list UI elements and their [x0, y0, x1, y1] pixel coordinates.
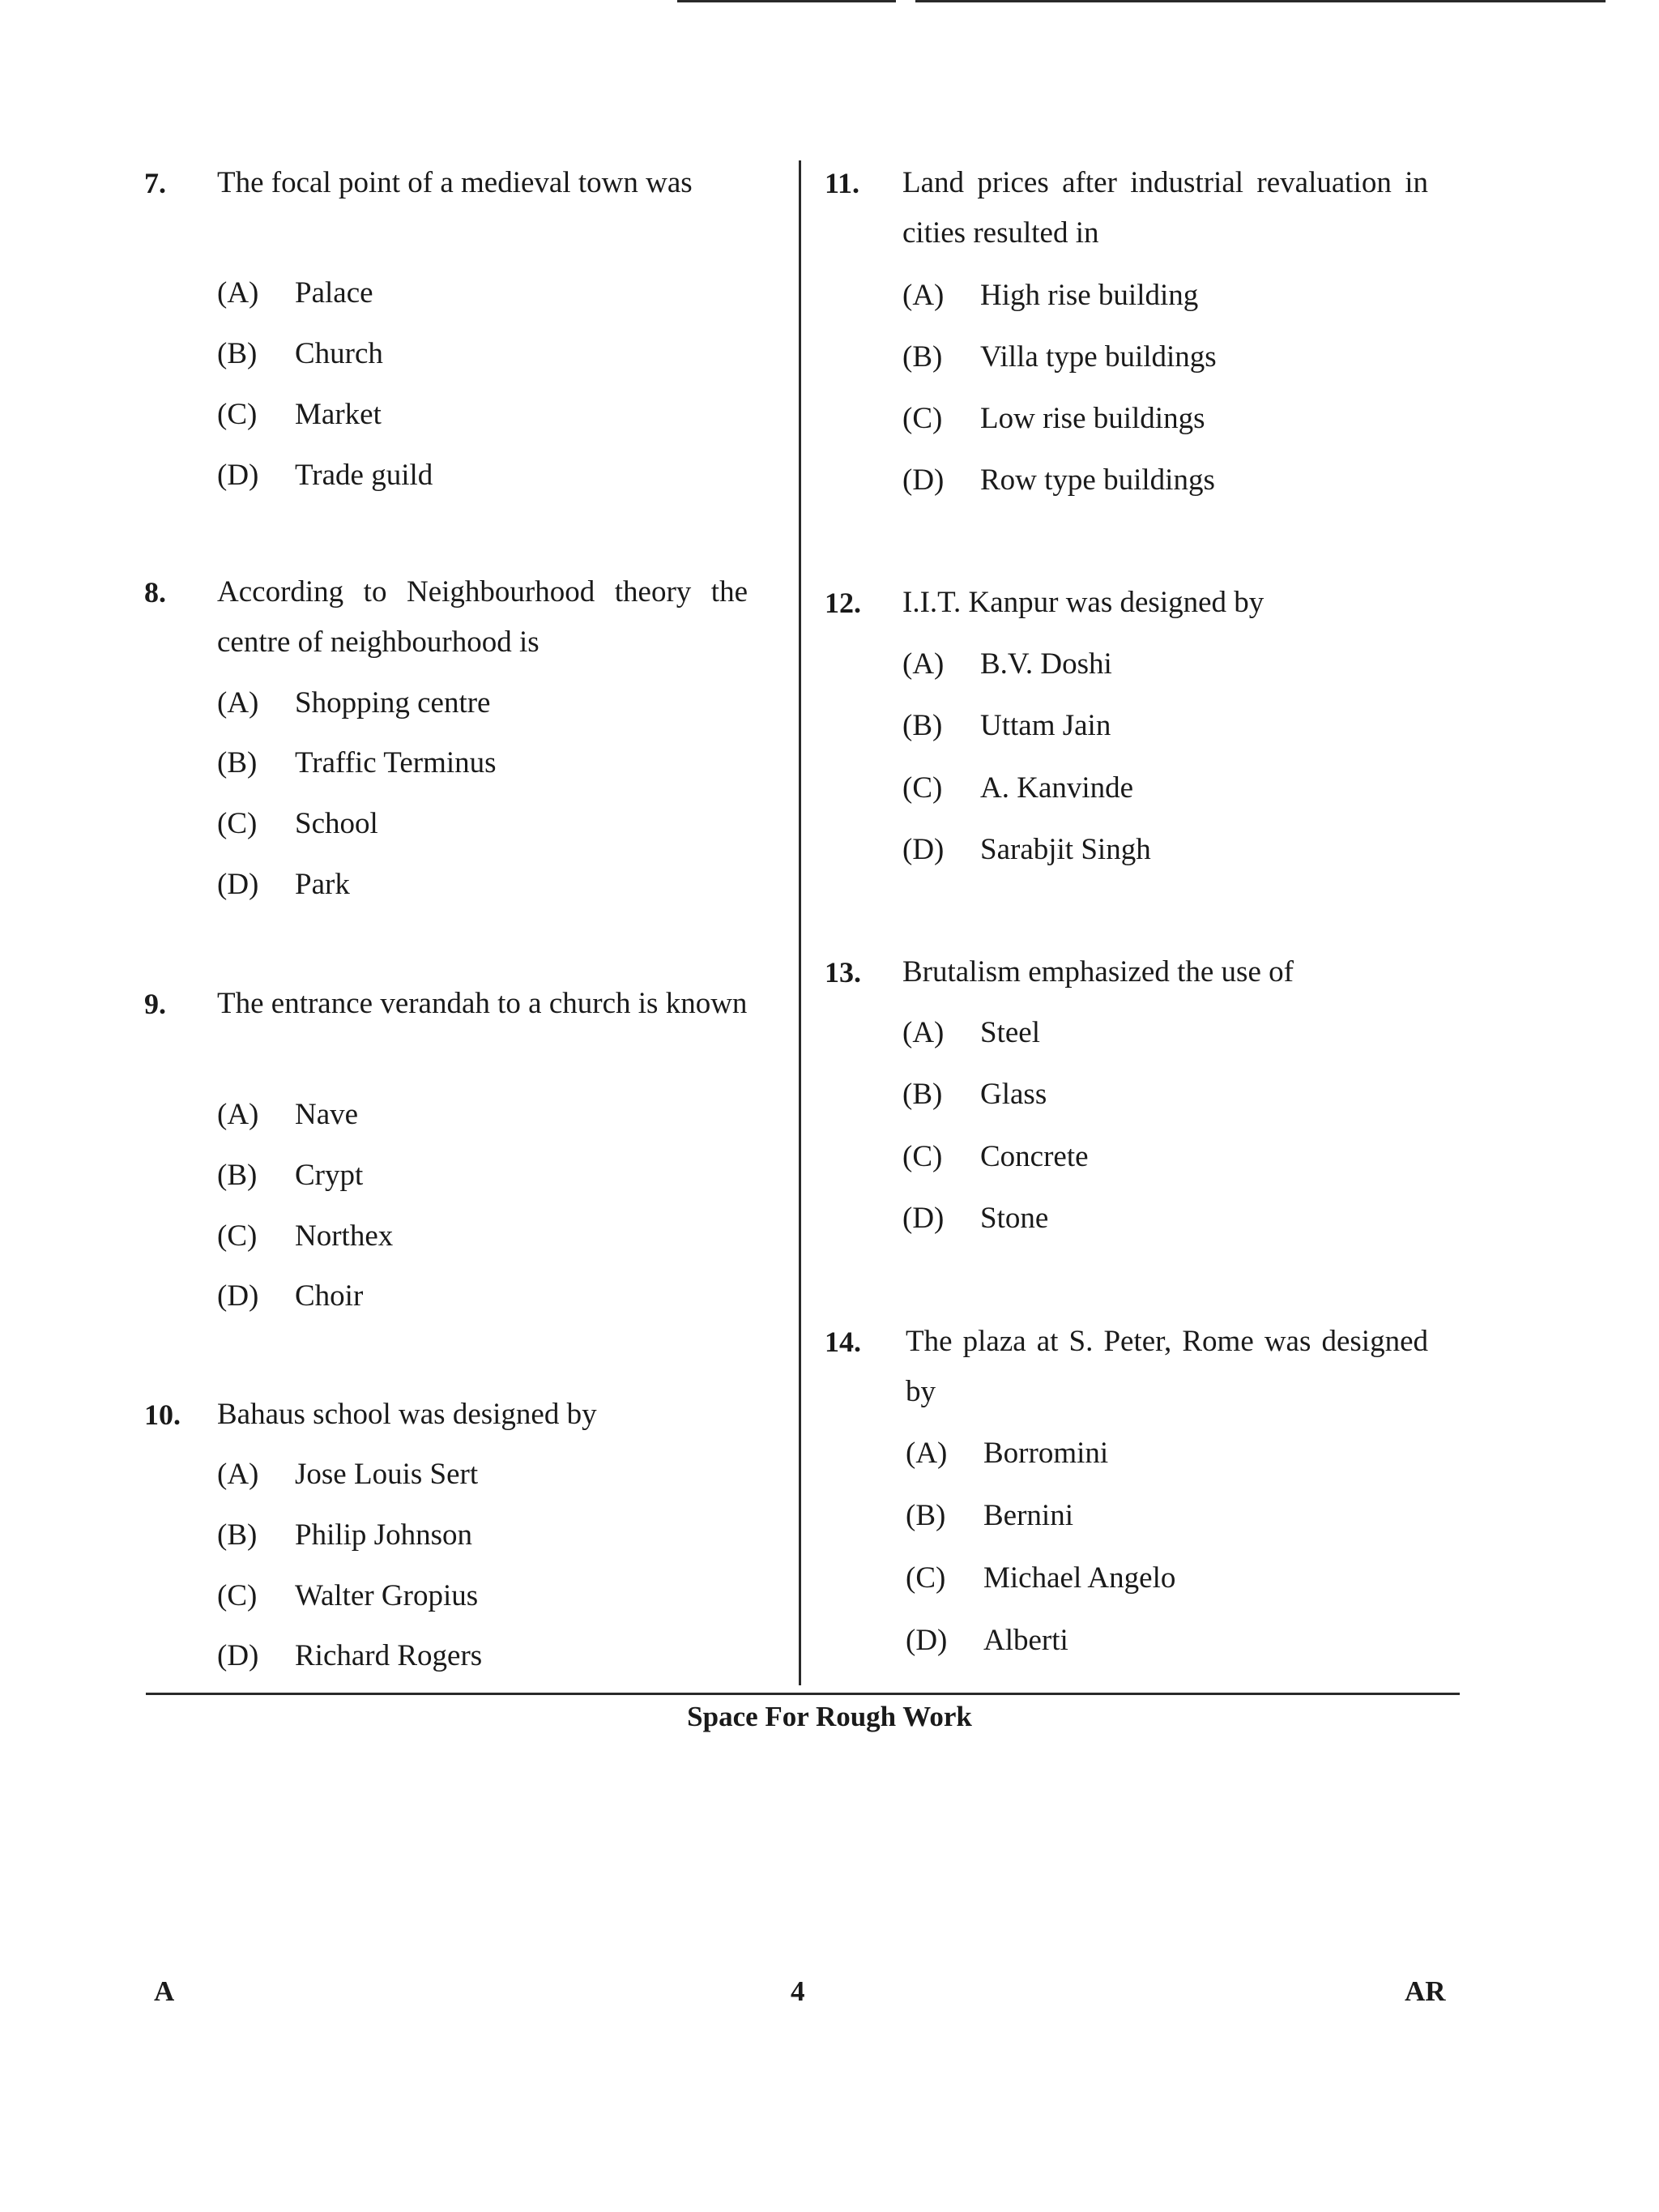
option-b	[217, 1510, 472, 1561]
option-text: Richard Rogers	[295, 1639, 483, 1672]
question-text: The plaza at S. Peter, Rome was designed by	[906, 1325, 1428, 1408]
option-b	[906, 1491, 1073, 1541]
option-label: (B)	[906, 1499, 946, 1532]
option-label: (B)	[217, 1518, 258, 1552]
question-number: 13.	[825, 956, 861, 989]
option-label: (D)	[902, 1202, 945, 1235]
option-a	[217, 1450, 478, 1500]
option-a	[902, 271, 1198, 321]
option-label: (B)	[217, 1159, 258, 1192]
option-c	[902, 1132, 1089, 1182]
option-c	[217, 390, 382, 440]
page-number: 4	[791, 1975, 805, 2007]
option-text: School	[295, 807, 378, 840]
option-text: Glass	[980, 1078, 1047, 1111]
option-label: (D)	[217, 1279, 259, 1313]
option-label: (C)	[217, 398, 258, 431]
option-label: (A)	[902, 1016, 945, 1049]
option-d	[217, 1631, 482, 1681]
option-text: High rise building	[980, 279, 1199, 312]
option-b	[217, 1151, 363, 1201]
question-text: According to Neighbourhood theory the centre of neighbourhood is	[217, 575, 748, 659]
option-label: (C)	[906, 1561, 946, 1595]
option-text: Church	[295, 337, 383, 370]
option-label: (D)	[902, 463, 945, 497]
option-text: Traffic Terminus	[295, 746, 497, 779]
option-d	[906, 1616, 1068, 1666]
question-number: 14.	[825, 1326, 861, 1358]
option-a	[217, 268, 373, 318]
option-label: (C)	[902, 1140, 943, 1173]
option-text: Choir	[295, 1279, 364, 1313]
option-c	[906, 1553, 1175, 1603]
option-label: (A)	[217, 686, 259, 720]
option-c	[902, 394, 1205, 444]
option-text: Concrete	[980, 1140, 1089, 1173]
subject-code: AR	[1405, 1975, 1446, 2007]
option-d	[217, 1271, 363, 1322]
question-text: Brutalism emphasized the use of	[902, 955, 1294, 989]
option-text: Low rise buildings	[980, 402, 1205, 435]
option-label: (B)	[902, 709, 943, 742]
option-text: Borromini	[983, 1437, 1109, 1470]
question-text: Bahaus school was designed by	[217, 1398, 597, 1431]
option-a	[217, 678, 490, 728]
series-code: A	[154, 1975, 175, 2007]
option-text: Bernini	[983, 1499, 1073, 1532]
option-b	[902, 701, 1111, 751]
option-b	[902, 332, 1217, 382]
column-divider	[799, 160, 801, 1685]
question-number: 9.	[144, 988, 166, 1020]
option-label: (C)	[902, 402, 943, 435]
option-text: Alberti	[983, 1624, 1068, 1657]
question-text: The entrance verandah to a church is known	[217, 987, 748, 1020]
option-label: (A)	[902, 647, 945, 681]
option-text: Sarabjit Singh	[980, 833, 1151, 866]
option-d	[902, 455, 1215, 506]
rough-work-label: Space For Rough Work	[687, 1701, 972, 1732]
option-label: (D)	[906, 1624, 948, 1657]
question-number: 7.	[144, 167, 166, 199]
question-text: The focal point of a medieval town was	[217, 166, 693, 199]
option-label: (C)	[217, 807, 258, 840]
option-text: Northex	[295, 1219, 394, 1253]
option-d	[902, 1194, 1048, 1244]
option-d	[902, 825, 1151, 875]
option-text: A. Kanvinde	[980, 771, 1134, 805]
option-label: (C)	[217, 1219, 258, 1253]
option-text: Stone	[980, 1202, 1049, 1235]
option-label: (B)	[217, 337, 258, 370]
option-label: (A)	[906, 1437, 948, 1470]
option-a	[906, 1428, 1108, 1479]
question-number: 12.	[825, 587, 861, 619]
option-label: (A)	[902, 279, 945, 312]
option-text: Uttam Jain	[980, 709, 1111, 742]
option-text: Trade guild	[295, 459, 433, 492]
option-d	[217, 860, 350, 910]
option-a	[217, 1090, 358, 1140]
option-label: (C)	[217, 1579, 258, 1612]
option-text: Nave	[295, 1098, 359, 1131]
option-label: (D)	[217, 459, 259, 492]
option-text: Palace	[295, 276, 373, 310]
question-text: Land prices after industrial revaluation in cities resulted in	[902, 166, 1428, 250]
option-c	[902, 763, 1133, 813]
option-text: Walter Gropius	[295, 1579, 479, 1612]
option-c	[217, 1211, 393, 1262]
top-rule-left	[677, 0, 896, 2]
option-text: Market	[295, 398, 382, 431]
question-number: 8.	[144, 576, 166, 609]
option-b	[902, 1070, 1047, 1120]
option-label: (B)	[902, 1078, 943, 1111]
option-text: Philip Johnson	[295, 1518, 472, 1552]
top-rule-right	[915, 0, 1606, 2]
option-label: (A)	[217, 276, 259, 310]
option-text: Villa type buildings	[980, 340, 1217, 374]
question-text: I.I.T. Kanpur was designed by	[902, 586, 1265, 619]
option-label: (B)	[902, 340, 943, 374]
option-text: Row type buildings	[980, 463, 1215, 497]
option-text: B.V. Doshi	[980, 647, 1112, 681]
option-label: (C)	[902, 771, 943, 805]
option-label: (D)	[902, 833, 945, 866]
option-text: Park	[295, 868, 350, 901]
option-c	[217, 799, 378, 849]
option-text: Jose Louis Sert	[295, 1458, 479, 1491]
option-b	[217, 738, 497, 788]
option-d	[217, 451, 433, 501]
option-c	[217, 1571, 478, 1621]
option-b	[217, 329, 383, 379]
option-label: (D)	[217, 868, 259, 901]
option-text: Steel	[980, 1016, 1040, 1049]
question-number: 10.	[144, 1399, 181, 1431]
option-label: (A)	[217, 1098, 259, 1131]
option-text: Crypt	[295, 1159, 364, 1192]
option-text: Shopping centre	[295, 686, 491, 720]
option-label: (A)	[217, 1458, 259, 1491]
option-a	[902, 639, 1112, 690]
option-text: Michael Angelo	[983, 1561, 1176, 1595]
option-a	[902, 1008, 1040, 1058]
question-number: 11.	[825, 167, 860, 199]
option-label: (D)	[217, 1639, 259, 1672]
option-label: (B)	[217, 746, 258, 779]
